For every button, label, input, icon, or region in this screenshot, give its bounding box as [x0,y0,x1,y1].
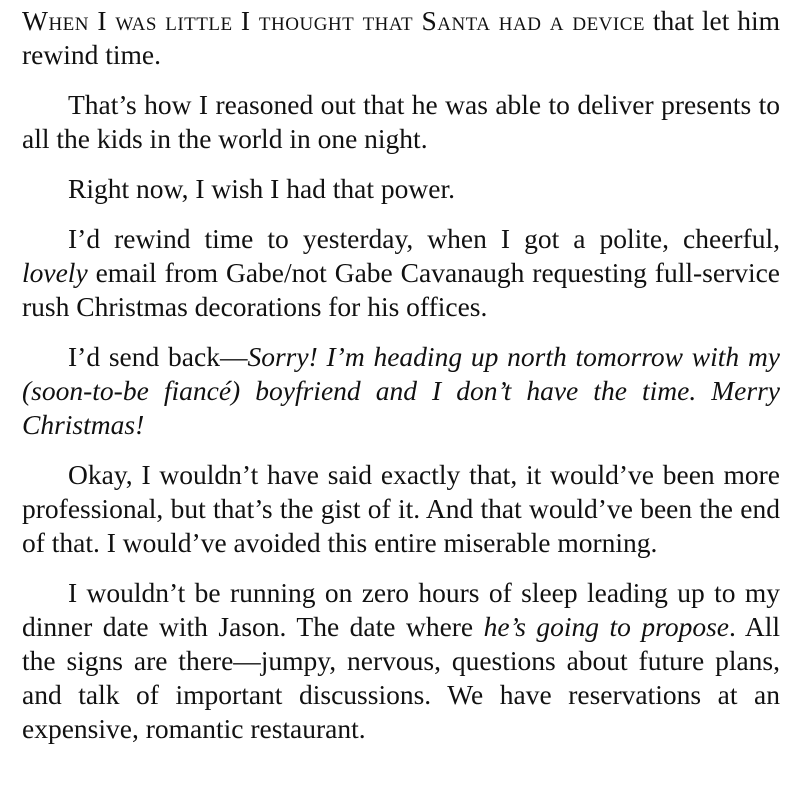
chapter-opening-small-caps: When I was little I thought that Santa had a device [22,5,645,36]
paragraph-7 [22,576,780,746]
paragraph-7-text-before: I wouldn’t be running on zero hours of sleep leading up to my dinner date with Jason. The date where [22,577,780,642]
paragraph-5-italic: Sorry! I’m heading up north tomorrow with my (soon-to-be fiancé) boyfriend and I don’t have the time. Merry Christmas! [22,341,781,440]
paragraph-2-text: That’s how I reasoned out that he was able to deliver presents to all the kids in the world in one night. [22,89,780,154]
paragraph-4-text-before: I’d rewind time to yesterday, when I got a polite, cheerful, [68,223,780,254]
paragraph-3-text: Right now, I wish I had that power. [68,173,455,204]
paragraph-6-text: Okay, I wouldn’t have said exactly that, it would’ve been more professional, but that’s the gist of it. And that would’ve been the end of that. I would’ve avoided this entire miserable morning. [22,459,780,558]
paragraph-4 [22,222,780,324]
paragraph-4-text-after: email from Gabe/not Gabe Cavanaugh requesting full-service rush Christmas decorations for his offices. [22,257,780,322]
paragraph-1 [22,4,780,72]
paragraph-3 [22,172,780,206]
paragraph-6 [22,458,780,560]
paragraph-5-text-before: I’d send back— [68,341,248,372]
paragraph-2 [22,88,780,156]
paragraph-1-text: that let him rewind time. [22,5,780,70]
paragraph-4-italic: lovely [22,257,88,288]
paragraph-7-italic: he’s going to propose [483,611,730,642]
paragraph-7-text-after: . All the signs are there—jumpy, nervous, questions about future plans, and talk of important discussions. We have reservations at an expensive, romantic restaurant. [22,611,781,744]
paragraph-5 [22,340,780,442]
